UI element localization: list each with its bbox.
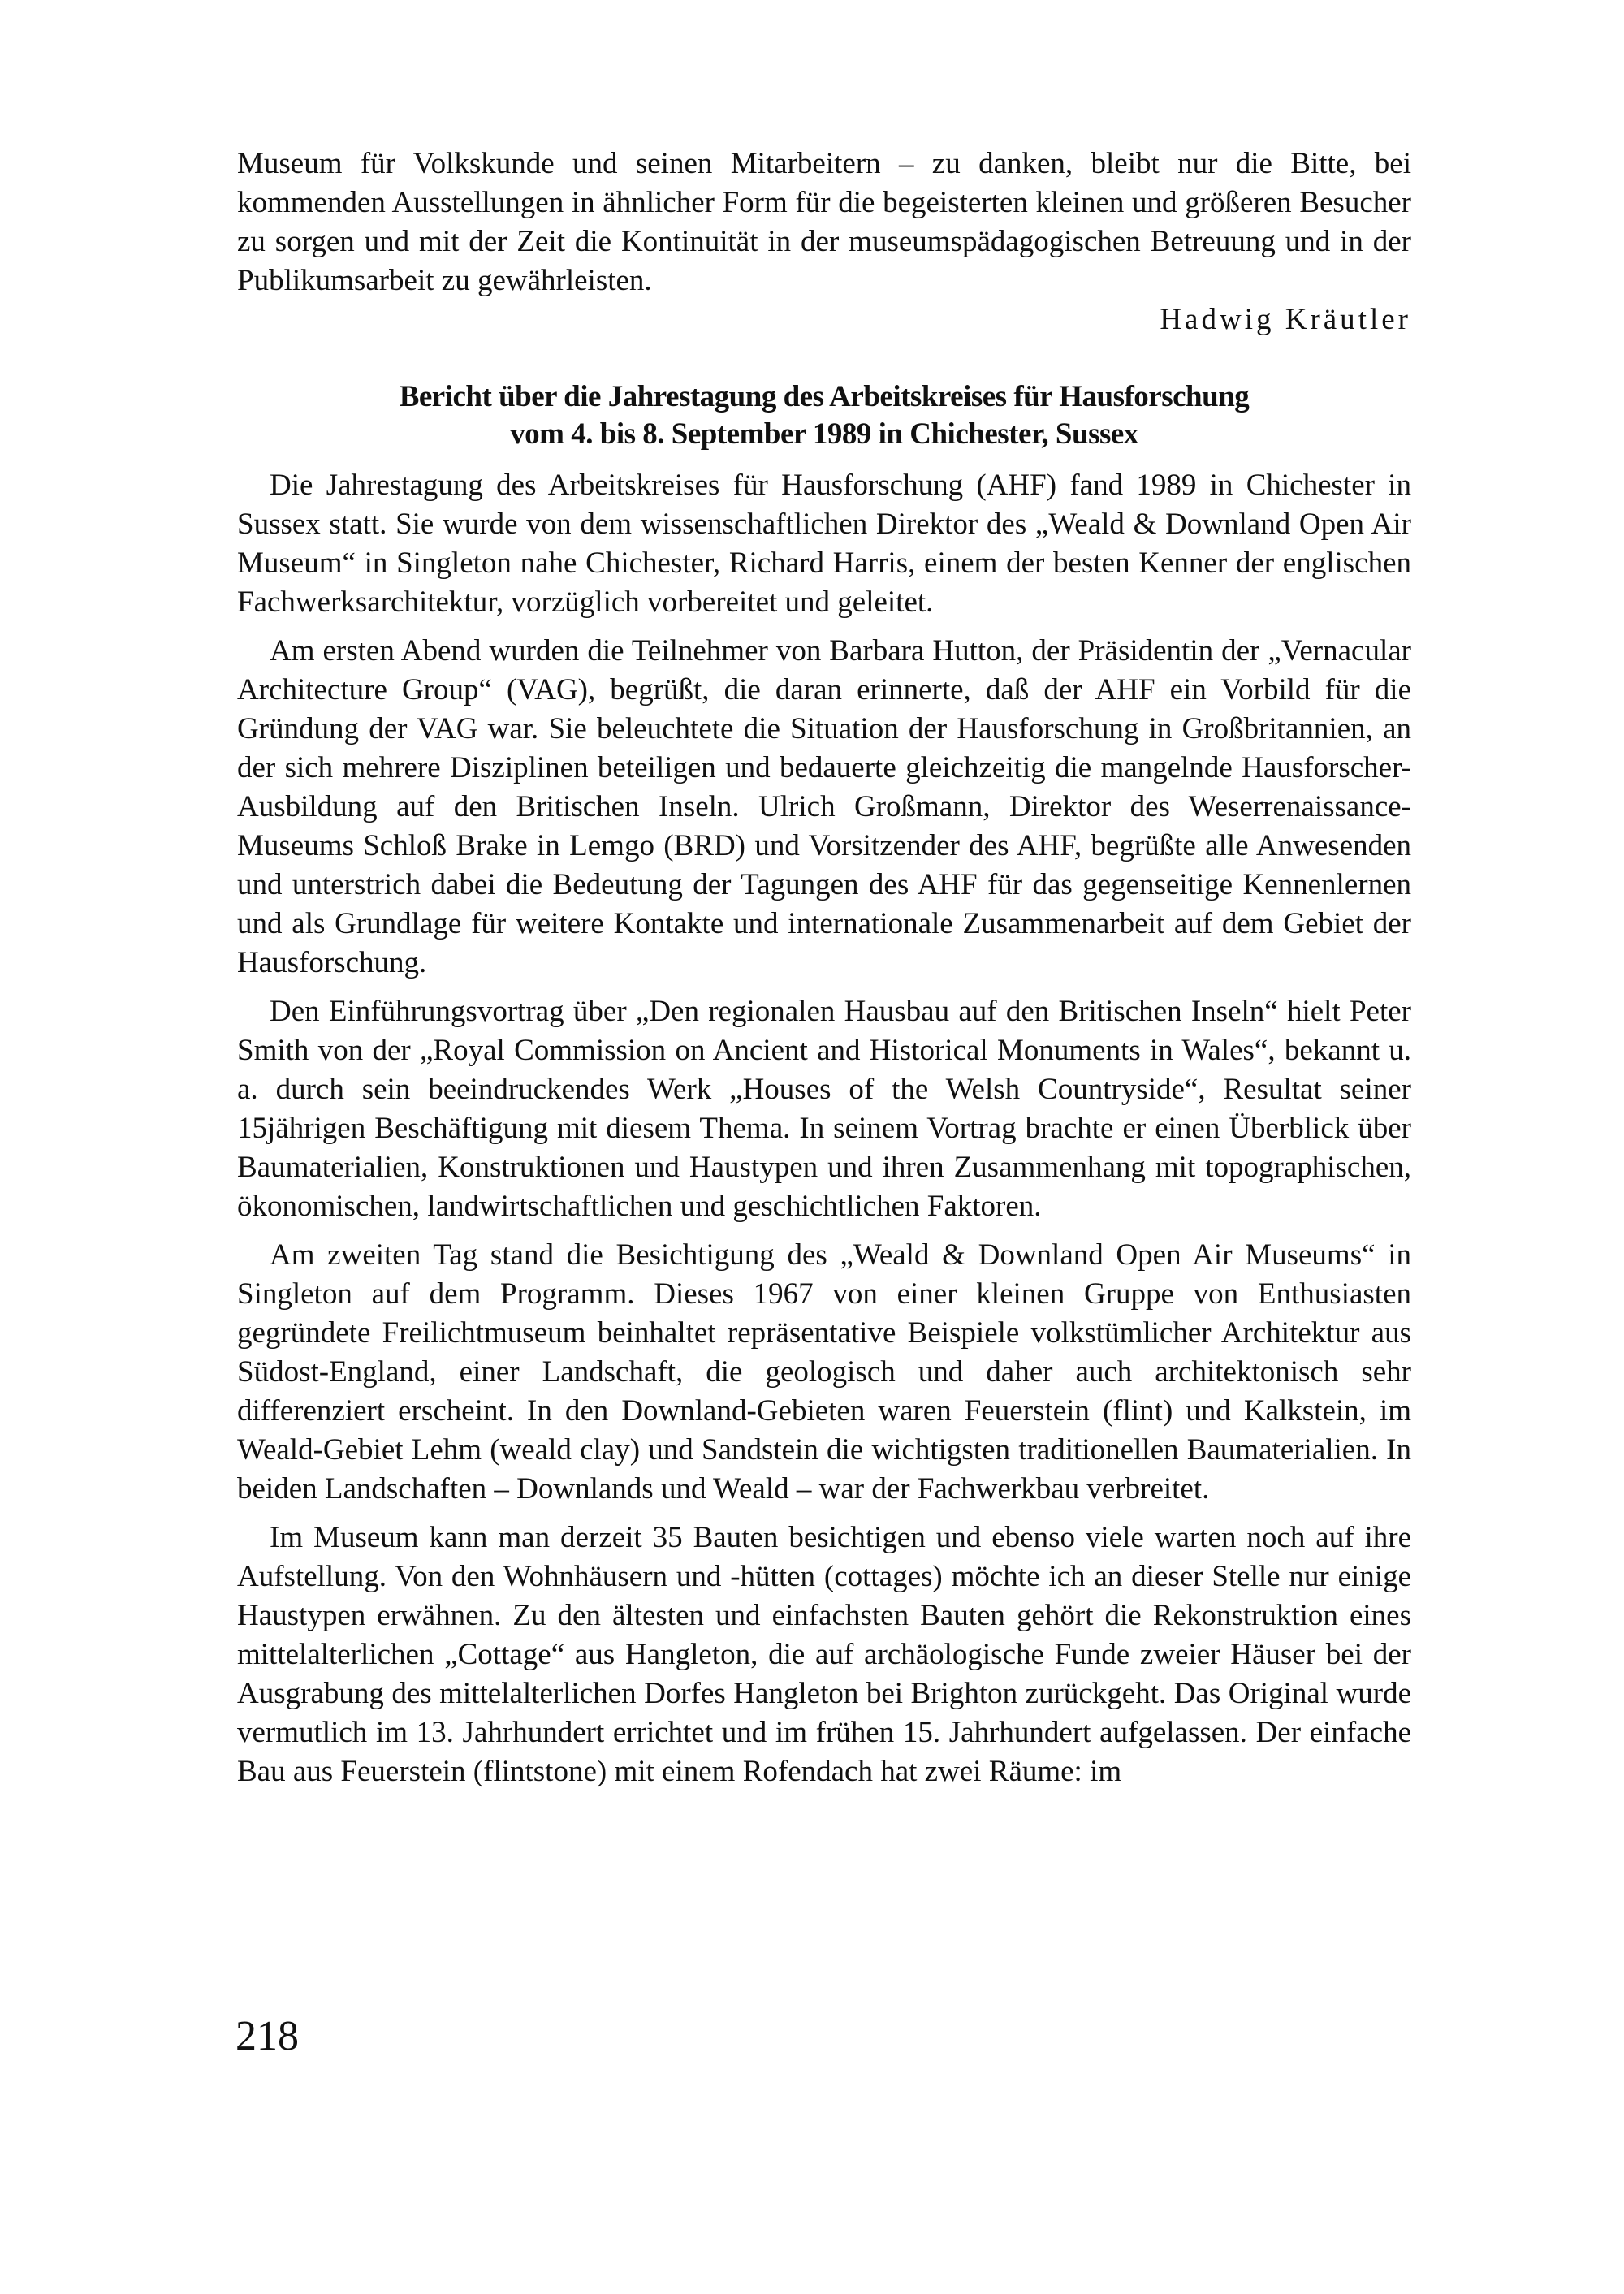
page-content — [237, 145, 1411, 1791]
previous-article-ending — [237, 145, 1411, 339]
author-signature: Hadwig Kräutler — [1160, 303, 1411, 336]
body-paragraph: Die Jahrestagung des Arbeitskreises für Hausforschung (AHF) fand 1989 in Chichester in Sussex statt. Sie wurde von dem wissenschaftlichen Direktor des „Weald & Downland Open Air Museum“ in Singleton nahe Chichester, Richard Harris, einem der besten Kenner der englischen Fachwerksarchitektur, vorzüglich vorbereitet und geleitet. — [237, 469, 1411, 619]
closing-paragraph: Museum für Volkskunde und seinen Mitarbeitern – zu danken, bleibt nur die Bitte, bei kommenden Ausstellungen in ähnlicher Form für die begeisterten kleinen und größeren Besucher zu sorgen und mit der Zeit die Kontinuität in der museumspädagogischen Betreuung und in der Publikumsarbeit zu gewährleisten. — [237, 147, 1411, 297]
article-body — [237, 466, 1411, 1791]
body-paragraph: Im Museum kann man derzeit 35 Bauten besichtigen und ebenso viele warten noch auf ihre Aufstellung. Von den Wohnhäusern und -hütten (cottages) möchte ich an dieser Stelle nur einige Haustypen erwähnen. Zu den ältesten und einfachsten Bauten gehört die Rekonstruktion eines mittelalterlichen „Cottage“ aus Hangleton, die auf archäologische Funde zweier Häuser bei der Ausgrabung des mittelalterlichen Dorfes Hangleton bei Brighton zurückgeht. Das Original wurde vermutlich im 13. Jahrhundert errichtet und im frühen 15. Jahrhundert aufgelassen. Der einfache Bau aus Feuerstein (flintstone) mit einem Rofendach hat zwei Räume: im — [237, 1521, 1411, 1788]
page-number: 218 — [235, 2013, 299, 2059]
article-title-line-1: Bericht über die Jahrestagung des Arbeitskreises für Hausforschung — [399, 380, 1250, 413]
article-title — [237, 378, 1411, 453]
body-paragraph: Am ersten Abend wurden die Teilnehmer von Barbara Hutton, der Präsidentin der „Vernacular Architecture Group“ (VAG), begrüßt, die daran erinnerte, daß der AHF ein Vorbild für die Gründung der VAG war. Sie beleuchtete die Situation der Hausforschung in Großbritannien, an der sich mehrere Disziplinen beteiligen und bedauerte gleichzeitig die mangelnde Hausforscher-Ausbildung auf den Britischen Inseln. Ulrich Großmann, Direktor des Weserrenaissance-Museums Schloß Brake in Lemgo (BRD) und Vorsitzender des AHF, begrüßte alle Anwesenden und unterstrich dabei die Bedeutung der Tagungen des AHF für das gegenseitige Kennenlernen und als Grundlage für weitere Kontakte und internationale Zusammenarbeit auf dem Gebiet der Hausforschung. — [237, 634, 1411, 979]
article-title-line-2: vom 4. bis 8. September 1989 in Chichester, Sussex — [510, 417, 1138, 451]
body-paragraph: Am zweiten Tag stand die Besichtigung des „Weald & Downland Open Air Museums“ in Singleton auf dem Programm. Dieses 1967 von einer kleinen Gruppe von Enthusiasten gegründete Freilichtmuseum beinhaltet repräsentative Beispiele volkstümlicher Architektur aus Südost-England, einer Landschaft, die geologisch und daher auch architektonisch sehr differenziert erscheint. In den Downland-Gebieten waren Feuerstein (flint) und Kalkstein, im Weald-Gebiet Lehm (weald clay) und Sandstein die wichtigsten traditionellen Baumaterialien. In beiden Landschaften – Downlands und Weald – war der Fachwerkbau verbreitet. — [237, 1238, 1411, 1506]
body-paragraph: Den Einführungsvortrag über „Den regionalen Hausbau auf den Britischen Inseln“ hielt Peter Smith von der „Royal Commission on Ancient and Historical Monuments in Wales“, bekannt u. a. durch sein beeindruckendes Werk „Houses of the Welsh Countryside“, Resultat seiner 15jährigen Beschäftigung mit diesem Thema. In seinem Vortrag brachte er einen Überblick über Baumaterialien, Konstruktionen und Haustypen und ihren Zusammenhang mit topographischen, ökonomischen, landwirtschaftlichen und geschichtlichen Faktoren. — [237, 995, 1411, 1223]
